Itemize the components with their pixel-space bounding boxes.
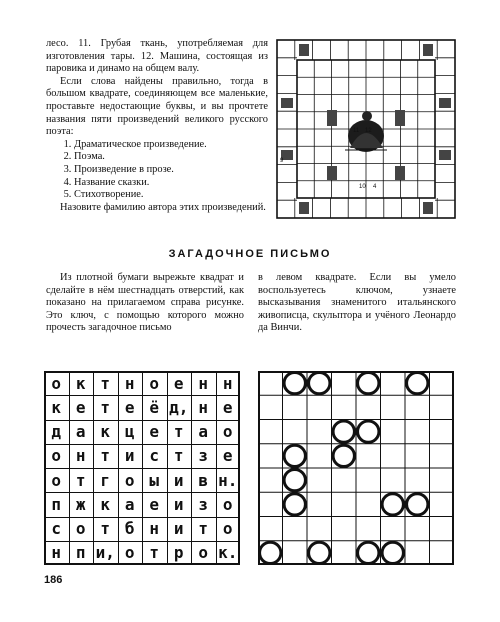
clue-number: 11 <box>353 128 360 134</box>
letter-cell: е <box>75 397 86 417</box>
body-text-right <box>258 272 456 335</box>
letter-cell: а <box>75 422 86 442</box>
instructions-paragraph: Если слова найдены правильно, тогда в большом квадрате, соединяющем все маленькие, проставьте недостающие буквы, и вы прочтете названия пяти произведений великого русского поэта: <box>46 75 268 138</box>
letter-cell: т <box>75 470 86 490</box>
letter-cell: о <box>51 446 62 466</box>
letter-cell: е <box>222 397 233 417</box>
letter-cell: к. <box>218 543 238 563</box>
letter-cell: н <box>124 373 135 393</box>
key-hole <box>260 542 281 563</box>
letter-cell: т <box>100 519 111 539</box>
letter-cell: о <box>149 373 160 393</box>
letter-cell: о <box>222 519 233 539</box>
letter-cell: т <box>198 519 209 539</box>
key-grid <box>258 371 454 565</box>
letter-cell: е <box>149 494 160 514</box>
letter-cell: о <box>75 519 86 539</box>
clue-continuation: лесо. 11. Грубая ткань, употребляемая для изготовления тары. 12. Машина, состоящая из паровика и динамо на общем валу. <box>46 38 268 75</box>
key-hole <box>309 542 330 563</box>
letter-cell: ц <box>124 422 135 442</box>
key-hole <box>284 494 305 515</box>
letter-cell: а <box>124 494 135 514</box>
letter-cell: з <box>198 494 209 514</box>
letter-cell: р <box>173 543 184 563</box>
crossword-figure <box>275 38 457 220</box>
letter-cell: г <box>100 470 111 490</box>
letter-cell: о <box>124 470 135 490</box>
body-paragraph-left: Из плотной бумаги вырежьте квадрат и сделайте в нём шестнадцать отверстий, как показано на прилагаемом справа рисунке. Это ключ, с помощью которого можно прочесть загадочное письмо <box>46 272 244 334</box>
letter-cell: н <box>75 446 86 466</box>
key-hole <box>358 421 379 442</box>
letter-cell: о <box>124 543 135 563</box>
letter-cell: о <box>222 422 233 442</box>
letter-cell: а <box>198 422 209 442</box>
list-item: 5. Стихотворение. <box>74 189 268 202</box>
body-paragraph-right: в левом квадрате. Если вы умело воспользуетесь ключом, узнаете высказывания знаменитого итальянского живописца, скульптора и учёного Леонардо да Винчи. <box>258 272 456 334</box>
letter-cell: к <box>75 373 86 393</box>
letter-cell: и <box>124 446 135 466</box>
letter-cell: о <box>51 470 62 490</box>
key-hole <box>309 372 330 393</box>
letter-cell: е <box>222 446 233 466</box>
page-number: 186 <box>44 574 63 586</box>
letter-cell: к <box>100 422 111 442</box>
clue-number: 4 <box>373 184 377 190</box>
clue-number: 9 <box>280 158 284 164</box>
letter-cell: д <box>51 422 62 442</box>
closing-question: Назовите фамилию автора этих произведений. <box>60 201 266 213</box>
letter-cell: и <box>173 519 184 539</box>
key-hole <box>407 494 428 515</box>
letter-cell: н. <box>218 470 238 490</box>
key-hole <box>284 372 305 393</box>
letter-cell: б <box>124 519 135 539</box>
key-hole <box>382 494 403 515</box>
letter-cell: з <box>198 446 209 466</box>
letter-cell: и <box>173 494 184 514</box>
letter-cell: т <box>100 446 111 466</box>
key-hole <box>284 469 305 490</box>
body-text-left <box>46 272 244 335</box>
letter-cell: ы <box>149 470 160 490</box>
key-hole <box>407 372 428 393</box>
letter-cell: н <box>198 373 209 393</box>
letter-cell: е <box>124 397 135 417</box>
letter-cell: о <box>198 543 209 563</box>
letter-cell: т <box>100 373 111 393</box>
letter-cell: н <box>198 397 209 417</box>
letter-cell: о <box>222 494 233 514</box>
letter-cell: с <box>51 519 62 539</box>
letter-cell: ж <box>75 494 86 514</box>
letter-cell: н <box>51 543 62 563</box>
clue-number: 12 <box>365 128 372 134</box>
letter-cell: и, <box>95 543 115 563</box>
letter-cell: к <box>51 397 62 417</box>
letter-cell: д, <box>169 397 189 417</box>
list-item: 2. Поэма. <box>74 151 268 164</box>
letter-cell: с <box>149 446 160 466</box>
key-hole <box>333 421 354 442</box>
list-item: 1. Драматическое произведение. <box>74 139 268 152</box>
letter-cell: п <box>51 494 62 514</box>
list-item: 4. Название сказки. <box>74 177 268 190</box>
letter-cell: к <box>100 494 111 514</box>
key-hole <box>333 445 354 466</box>
key-hole <box>358 542 379 563</box>
letter-cell: т <box>100 397 111 417</box>
section-heading: ЗАГАДОЧНОЕ ПИСЬМО <box>168 248 332 260</box>
letter-cell: е <box>173 373 184 393</box>
list-item: 3. Произведение в прозе. <box>74 164 268 177</box>
letter-cell: п <box>75 543 86 563</box>
letter-cell: е <box>149 422 160 442</box>
letter-cell: т <box>173 422 184 442</box>
letter-cell: н <box>149 519 160 539</box>
letter-cell: ё <box>149 397 160 417</box>
key-hole <box>358 372 379 393</box>
letter-cell: в <box>198 470 209 490</box>
letter-cell: н <box>222 373 233 393</box>
letter-cell: о <box>51 373 62 393</box>
works-list <box>46 139 268 202</box>
letter-cell: и <box>173 470 184 490</box>
top-left-text <box>46 38 268 214</box>
key-hole <box>284 445 305 466</box>
letter-cell: т <box>149 543 160 563</box>
letter-grid <box>44 371 240 565</box>
letter-cell: т <box>173 446 184 466</box>
key-hole <box>382 542 403 563</box>
clue-number: 10 <box>359 184 366 190</box>
